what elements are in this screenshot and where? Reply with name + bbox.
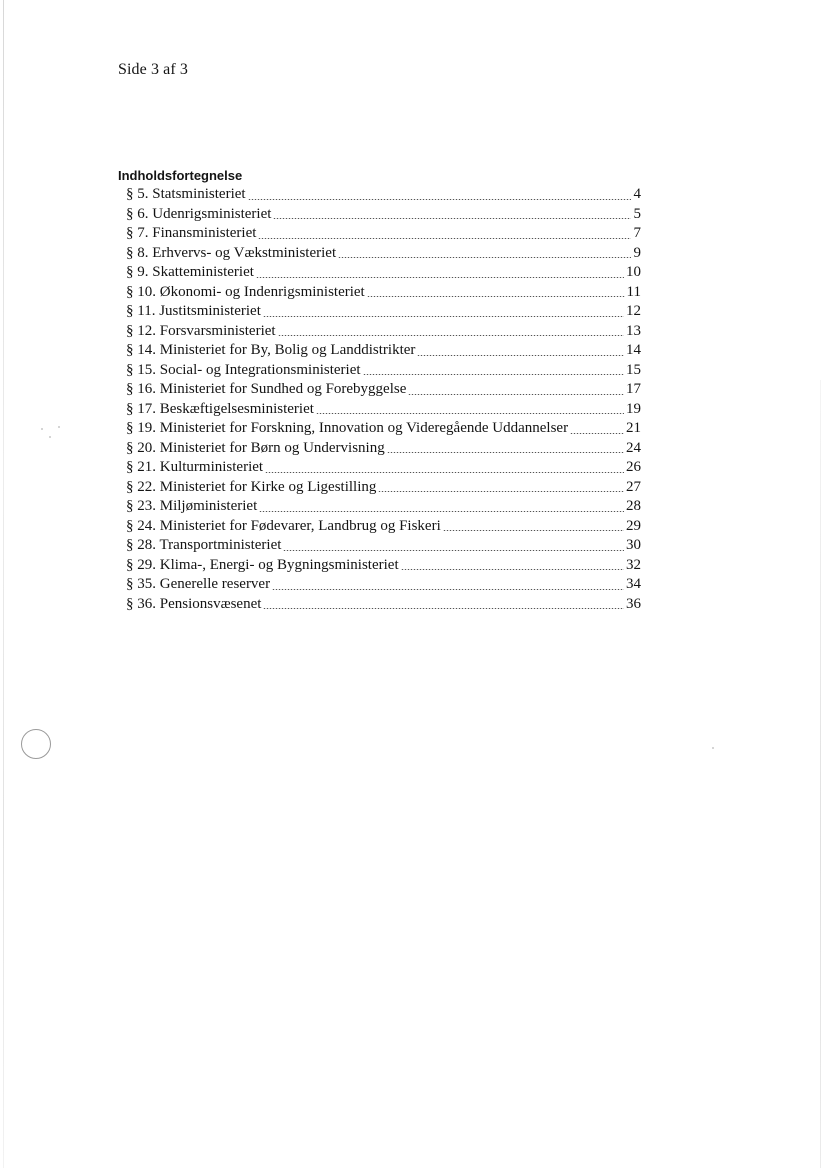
toc-dot-leader: [338, 257, 631, 258]
toc-entry-page-number: 10: [626, 264, 641, 280]
toc-dot-leader: [265, 472, 624, 473]
toc-dot-leader: [570, 433, 624, 434]
scan-edge-right: [820, 380, 821, 1168]
toc-entry-label: § 7. Finansministeriet: [126, 225, 257, 241]
scan-speck: [712, 747, 714, 749]
toc-entry: [126, 536, 641, 556]
toc-entry-page-number: 21: [626, 420, 641, 436]
toc-entry-label: § 21. Kulturministeriet: [126, 459, 264, 475]
toc-dot-leader: [258, 238, 631, 239]
toc-entry: [126, 322, 641, 342]
toc-entry: [126, 556, 641, 576]
scan-speck: [58, 426, 60, 428]
toc-entry-label: § 9. Skatteministeriet: [126, 264, 254, 280]
toc-entry: [126, 205, 641, 225]
toc-entry-label: § 23. Miljøministeriet: [126, 498, 258, 514]
toc-entry-page-number: 7: [633, 225, 641, 241]
toc-entry-page-number: 14: [626, 342, 641, 358]
toc-entry-page-number: 32: [626, 556, 641, 573]
toc-dot-leader: [273, 218, 631, 219]
toc-entry: [126, 595, 641, 615]
toc-entry: [126, 439, 641, 459]
toc-dot-leader: [263, 316, 624, 317]
toc-entry-page-number: 4: [633, 186, 641, 202]
toc-entry-label: § 17. Beskæftigelsesministeriet: [126, 400, 314, 417]
toc-entry-label: § 15. Social- og Integrationsministeriet: [126, 361, 361, 378]
toc-entry-page-number: 12: [626, 303, 641, 319]
toc-title: Indholdsfortegnelse: [118, 168, 243, 183]
toc-entry: [126, 400, 641, 420]
toc-entry-label: § 11. Justitsministeriet: [126, 303, 261, 319]
toc-entry-page-number: 5: [633, 205, 641, 222]
toc-entry-label: § 10. Økonomi- og Indenrigsministeriet: [126, 283, 365, 300]
toc-entry-page-number: 27: [626, 478, 641, 495]
toc-entry-label: § 24. Ministeriet for Fødevarer, Landbrug og Fiskeri: [126, 517, 441, 534]
toc-dot-leader: [263, 608, 624, 609]
toc-dot-leader: [316, 413, 624, 414]
toc-entry-label: § 28. Transportministeriet: [126, 537, 282, 553]
toc-entry-label: § 8. Erhvervs- og Vækstministeriet: [126, 244, 337, 261]
punch-hole-mark: [21, 729, 51, 759]
toc-entry-page-number: 11: [626, 283, 641, 300]
toc-entry-label: § 6. Udenrigsministeriet: [126, 205, 272, 222]
toc-entry-label: § 20. Ministeriet for Børn og Undervisning: [126, 439, 385, 456]
toc-entry-label: § 35. Generelle reserver: [126, 576, 271, 592]
toc-dot-leader: [408, 394, 624, 395]
toc-dot-leader: [248, 199, 631, 200]
toc-dot-leader: [272, 589, 624, 590]
toc-dot-leader: [256, 277, 624, 278]
toc-entry-label: § 22. Ministeriet for Kirke og Ligestilling: [126, 478, 377, 495]
toc-entry: [126, 185, 641, 205]
toc-entry: [126, 517, 641, 537]
toc-dot-leader: [378, 491, 624, 492]
toc-entry: [126, 283, 641, 303]
toc-entry: [126, 302, 641, 322]
toc-entry-label: § 19. Ministeriet for Forskning, Innovation og Videregående Uddannelser: [126, 420, 569, 436]
toc-entry-page-number: 26: [626, 459, 641, 475]
toc-dot-leader: [363, 374, 624, 375]
toc-entry: [126, 361, 641, 381]
scan-speck: [41, 428, 43, 430]
toc-entry-page-number: 13: [626, 322, 641, 339]
toc-entry-label: § 5. Statsministeriet: [126, 186, 246, 202]
scan-edge-left: [3, 0, 4, 1168]
toc-dot-leader: [367, 296, 625, 297]
toc-entry: [126, 458, 641, 478]
toc-entry-page-number: 9: [633, 244, 641, 261]
toc-entry-page-number: 19: [626, 400, 641, 417]
toc-dot-leader: [283, 550, 624, 551]
toc-entry: [126, 263, 641, 283]
toc-entry-label: § 14. Ministeriet for By, Bolig og Landdistrikter: [126, 342, 416, 358]
toc-dot-leader: [401, 569, 624, 570]
toc-entry: [126, 244, 641, 264]
toc-entry: [126, 341, 641, 361]
toc-entry-page-number: 36: [626, 595, 641, 612]
toc-entry-page-number: 15: [626, 361, 641, 378]
toc-entry-page-number: 34: [626, 576, 641, 592]
toc-dot-leader: [278, 335, 624, 336]
toc-entry: [126, 224, 641, 244]
toc-entry-page-number: 30: [626, 537, 641, 553]
toc-dot-leader: [259, 511, 624, 512]
toc-entry: [126, 497, 641, 517]
toc-entry-label: § 29. Klima-, Energi- og Bygningsministeriet: [126, 556, 399, 573]
toc-entry-page-number: 28: [626, 498, 641, 514]
toc-entry: [126, 478, 641, 498]
toc-dot-leader: [443, 530, 624, 531]
toc-entry-label: § 36. Pensionsvæsenet: [126, 595, 262, 612]
toc-entry-page-number: 17: [626, 381, 641, 397]
toc-entry: [126, 419, 641, 439]
toc-entry: [126, 380, 641, 400]
toc-entry-page-number: 29: [626, 517, 641, 534]
toc-dot-leader: [417, 355, 624, 356]
toc-entry-label: § 16. Ministeriet for Sundhed og Forebyggelse: [126, 381, 407, 397]
toc-entry-page-number: 24: [626, 439, 641, 456]
toc-entry-label: § 12. Forsvarsministeriet: [126, 322, 276, 339]
toc-dot-leader: [387, 452, 624, 453]
scan-speck: [49, 436, 51, 438]
toc-entry: [126, 575, 641, 595]
table-of-contents: [126, 185, 641, 614]
page-number-header: Side 3 af 3: [118, 61, 188, 78]
